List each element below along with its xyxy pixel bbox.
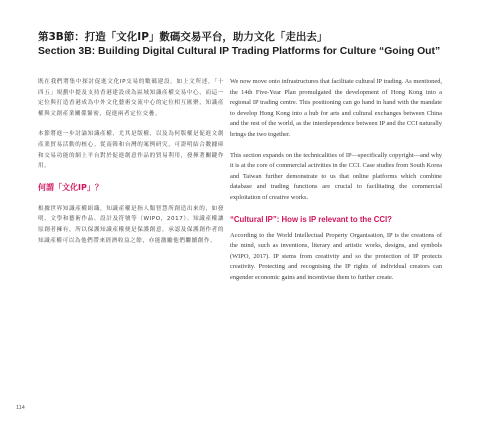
chinese-subheading: 何謂「文化IP」？ bbox=[38, 182, 103, 192]
english-paragraph-intro: We now move onto infrastructures that facilitate cultural IP trading. As mentioned, the 14th Five-Year Plan promulgated the development of Hong Kong into a regional IP trading centre. This positioning can go hand in hand with the mandate to develop Hong Kong into a hub for arts and cultural exchanges between China and the rest of the world, as the interdependence between IP and the CCI naturally brings the two together. bbox=[230, 78, 442, 138]
english-paragraph-section-overview: This section expands on the technicalities of IP—specifically copyright—and why it is at the core of commercial activities in the CCI. Case studies from South Korea and Taiwan further demonstrate to us that online platforms which combine database and trading functions are crucial to facilitating the commercial exploitation of creative works. bbox=[230, 151, 442, 201]
chinese-paragraph-intro: 既在我們將集中探討促進文化IP交易的數碼建設。如上文所述，「十四五」規劃中提及支持香港建設成為區域知識產權交易中心，而這一定位與打造香港成為中外文化藝術交流中心的定位相互匯聚，知識產權與文創產業關係緊密，促進兩者定位交疊。 bbox=[38, 79, 224, 117]
english-paragraph-ip-definition: According to the World Intellectual Property Organisation, IP is the creations of the mind, such as inventions, literary and artistic works, designs, and symbols (WIPO, 2017). IP stems from creativity and so the protection of IP protects creativity. Protecting and recognising the IP rights of individual creators can engender economic gains and incentivise them to further create. bbox=[230, 231, 442, 281]
section-title-chinese: 第3B節：打造「文化IP」數碼交易平台，助力文化「走出去」 bbox=[38, 31, 328, 43]
chinese-paragraph-section-overview: 本節將進一步討論知識產權，尤其是版權，以及為何版權是促進文創產業貿易活動的核心。從南韓和台灣的案例研究，可證明結合數據庫和交易功能的網上平台對於促進創意作品的貿易利用，發揮著關鍵作用。 bbox=[38, 131, 224, 170]
chinese-text-column bbox=[38, 77, 224, 256]
english-text-column bbox=[230, 77, 442, 294]
page-number: 114 bbox=[16, 405, 25, 411]
english-subheading: “Cultural IP”: How is IP relevant to the CCI? bbox=[230, 214, 392, 224]
chinese-paragraph-ip-definition: 根據世界知識產權組織，知識產權是指人類智慧所創造出來的，如發明、文學和藝術作品、設計及符號等（WIPO，2017）。知識產權讓原創者擁有，所以保護知識產權便是保護創意，承認及保護創作者的知識產權可以為他們帶來經濟收益之餘，亦能激勵他們繼續創作。 bbox=[38, 205, 224, 244]
section-title-english: Section 3B: Building Digital Cultural IP Trading Platforms for Culture “Going Out” bbox=[38, 46, 441, 57]
